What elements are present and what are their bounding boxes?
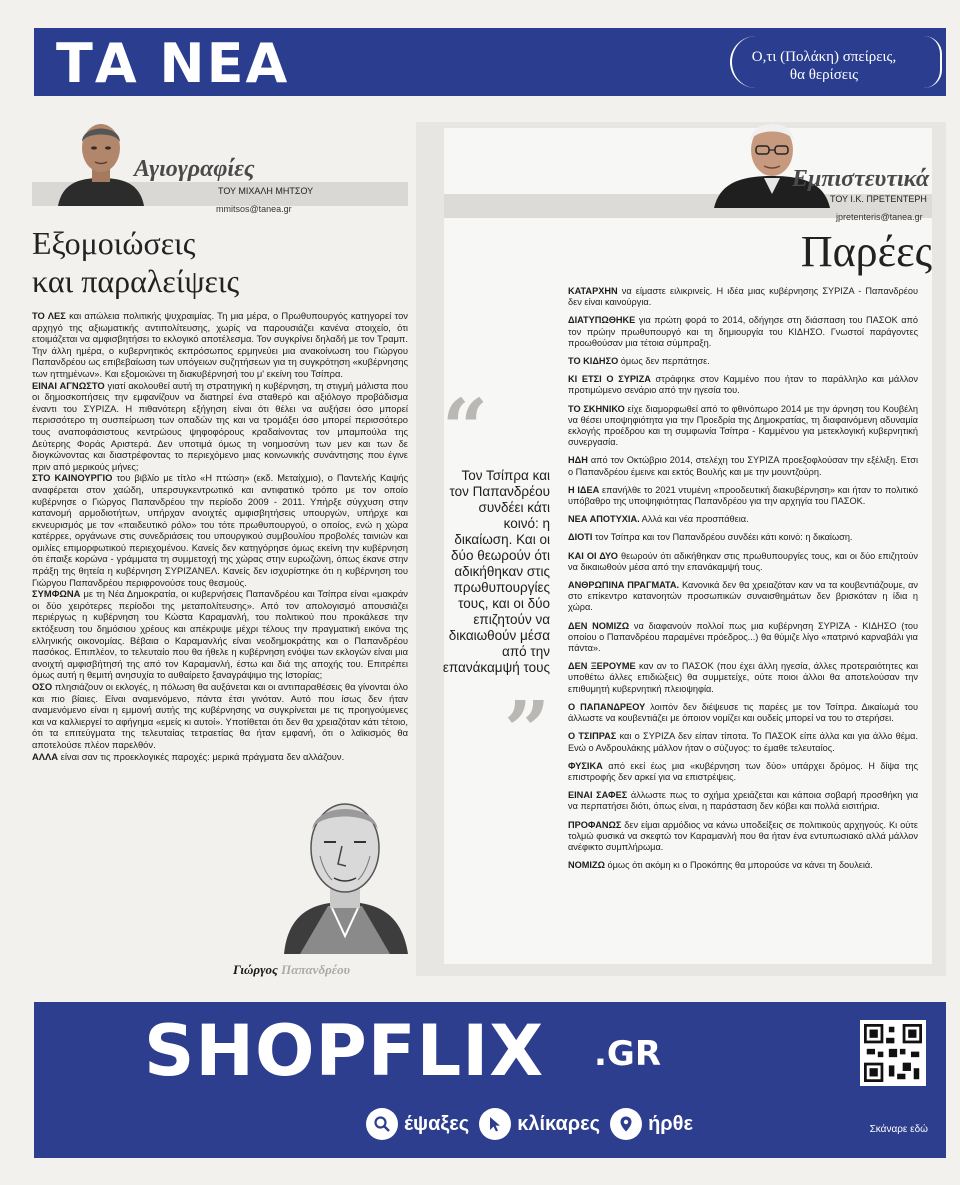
article-paragraph [32,310,408,380]
paragraph-text: και απώλεια πολιτικής ψυχραιμίας. Τη μια μέρα, ο Πρωθυπουργός κατηγορεί τον αρχηγό της αξιωματικής αντιπολίτευσης, χωρίς να παρουσιάζει κανένα στοιχείο, ότι ετοιμάζεται να αμφισβητήσει το εκλογικό αποτέλεσμα. Τον συγκρίνει δηλαδή με τον Τραμπ. Την άλλη ημέρα, ο κυβερνητικός εκπρόσωπος ερμηνεύει μια ανακοίνωση του Γιώργου Παπανδρέου ως επιβεβαίωση των υπόγειων συζητήσεων για τη συγκρότηση «κυβέρνησης των ηττημένων». Και εξομοιώνει τη διακυβέρνησή του μ' εκείνη του Τσίπρα. [32,310,408,379]
motto-line-1: Ο,τι (Πολάκη) σπείρεις, [751,49,897,65]
paragraph-lead: Ο ΠΑΠΑΝΔΡΕΟΥ [568,701,646,712]
paragraph-lead: ΦΥΣΙΚΑ [568,760,603,771]
column-title-right: Εμπιστευτικά [792,166,930,192]
article-paragraph [568,374,918,396]
article-paragraph [568,532,918,543]
paragraph-lead: ΑΛΛΑ [32,750,59,762]
newspaper-logo: ΤΑ ΝΕΑ [56,32,290,95]
paragraph-text: λοιπόν δεν διέψευσε τις παρέες με τον Τσίπρα. Δικαίωμά του άλλωστε να κουβεντιάζει με όποιον νομίζει και ουδείς μπορεί να του το στερήσει. [568,701,918,724]
article-paragraph [32,751,408,763]
column-author-right: ΤΟΥ Ι.Κ. ΠΡΕΤΕΝΤΕΡΗ [830,194,927,204]
paragraph-lead: ΝΟΜΙΖΩ [568,860,605,871]
close-quote-icon: ” [503,683,550,777]
article-paragraph [568,661,918,695]
paragraph-lead: ΟΣΟ [32,681,53,692]
article-paragraph [32,472,408,588]
article-paragraph [568,790,918,812]
left-column-header [32,110,408,214]
paragraph-text: τον Τσίπρα και τον Παπανδρέου συνδέει κάτι κοινό: η δικαίωση. [592,532,853,543]
signature-last-name: Παπανδρέου [281,962,350,977]
paragraph-lead: ΚΑΤΑΡΧΗΝ [568,286,618,296]
paragraph-lead: ΑΝΘΡΩΠΙΝΑ ΠΡΑΓΜΑΤΑ. [568,580,680,591]
paragraph-lead: ΤΟ ΣΚΗΝΙΚΟ [568,403,625,414]
shopflix-advertisement[interactable] [34,1002,946,1158]
article-paragraph [32,380,408,473]
motto-line-2: θα θερίσεις [789,67,859,83]
left-column [32,110,408,990]
paragraph-lead: ΤΟ ΛΕΣ [32,310,66,321]
article-paragraph [568,485,918,507]
article-headline-right: Παρέες [800,227,932,276]
headline-line-1: Εξομοιώσεις [32,225,196,261]
ad-brand-tld: .GR [594,1034,662,1074]
paragraph-lead: Η ΙΔΕΑ [568,484,600,495]
article-paragraph [568,404,918,449]
paragraph-lead: ΕΙΝΑΙ ΣΑΦΕΣ [568,790,628,801]
article-paragraph [568,455,918,477]
column-author-left: ΤΟΥ ΜΙΧΑΛΗ ΜΗΤΣΟΥ [218,186,314,196]
paragraph-text: πλησιάζουν οι εκλογές, η πόλωση θα αυξάνεται και οι αντιπαραθέσεις θα γίνονται όλο και πιο βίαιες. Είναι αναμενόμενο, πάντα έτσι γινόταν. Αυτό που ίσως δεν ήταν αναμενόμενο είναι η εμμονή αυτής της κυβέρνησης να συγκρίνεται με τις προηγούμενες και να καλλιεργεί το αφήγημα «εμείς κι αυτοί». Υποτίθεται ότι δεν θα χρειαζόταν κάτι τέτοιο, ότι τα επιτεύγματα της τελευταίας τετραετίας θα ήταν εμφανή, ότι ο λαϊκισμός θα αποτελούσε πλέον παρελθόν. [32,681,408,750]
article-paragraph [568,702,918,724]
headline-line-2: και παραλείψεις [32,263,240,299]
paragraph-lead: ΚΑΙ ΟΙ ΔΥΟ [568,550,618,561]
article-body-left [32,310,408,762]
paragraph-lead: ΚΙ ΕΤΣΙ Ο ΣΥΡΙΖΑ [568,374,651,385]
pull-quote [442,381,550,777]
paragraph-text: επανήλθε το 2021 ντυμένη «προοδευτική διακυβέρνηση» και ήταν το πολιτικό υπόβαθρο της υποψηφιότητας Παπανδρέου για την αρχηγία του ΠΑΣΟΚ. [568,484,918,507]
paragraph-lead: ΣΥΜΦΩΝΑ [32,588,81,600]
location-pin-icon [610,1108,642,1140]
article-paragraph [32,681,408,751]
paragraph-lead: ΔΕΝ ΝΟΜΙΖΩ [568,620,630,631]
paragraph-lead: ΔΙΑΤΥΠΩΘΗΚΕ [568,315,636,326]
column-title-left: Αγιογραφίες [134,156,255,182]
paragraph-text: γιατί ακολουθεί αυτή τη στρατηγική η κυβέρνηση, τη στιγμή μάλιστα που οι δημοσκοπήσεις την εμφανίζουν να διατηρεί ένα σταθερό και αξιόλογο προβάδισμα έναντι του ΣΥΡΙΖΑ. Η πιθανότερη εξήγηση είναι ότι θέλει να αυξήσει όσο μπορεί περισσότερο τη συσπείρωση των οπαδών της και να τρομάξει όσο μπορεί περισσότερο τους αναποφάσιστους κεντρώους ψηφοφόρους κραδαίνοντας τον μπαμπούλα της Δεύτερης Φοράς Αριστερά. Δεν υποτιμά όμως τη νοημοσύνη των μεν και των δε διογκώνοντας και διαστρέφοντας το περιεχόμενο μιας κοινωνικής συνάντησης που έγινε πριν από μερικούς μήνες; [32,379,408,472]
article-paragraph [568,761,918,783]
slogan-click-text: κλίκαρες [517,1112,601,1135]
author-email-right: jpretenteris@tanea.gr [836,212,923,222]
article-paragraph [568,860,918,871]
paragraph-lead: ΔΙΟΤΙ [568,532,593,543]
caricature-sketch [278,786,412,954]
paragraph-text: του βιβλίο με τίτλο «Η πτώση» (εκδ. Μεταίχμιο), ο Παντελής Καψής αναφέρεται στον χαώδη, υπερσυγκεντρωτικό και αντιφατικό τρόπο με τον οποίο κυβέρνησε ο Γιώργος Παπανδρέου την περίοδο 2009 - 2011. Υπήρξε σύγχυση στην κατανομή αρμοδιοτήτων, υπήρχαν ανοιχτές αμφισβητήσεις υπουργών, υπήρχε και εκνευρισμός με τον «παιδευτικό ρόλο» του τότε πρωθυπουργού, ο οποίος, ενώ η χώρα κατέρρεε, οργάνωνε στις συνεδριάσεις του υπουργικού συμβουλίου προβολές ταινιών και ομιλίες επιμορφωτικού περιεχομένου. Κανείς δεν κατηγόρησε όμως εκείνη την κυβέρνηση ότι έπαιξε κορώνα - γράμματα τη συμμετοχή της χώρας στην ευρωζώνη, όπως έκανε στην πράξη της θητεία η κυβέρνηση ΣΥΡΙΖΑΝΕΛ. Κανείς δεν ισχυρίστηκε ότι η κυβέρνηση του Γιώργου Παπανδρέου περιφρονούσε τους θεσμούς. [32,472,408,588]
paragraph-lead: ΝΕΑ ΑΠΟΤΥΧΙΑ. [568,514,640,525]
paragraph-text: με τη Νέα Δημοκρατία, οι κυβερνήσεις Παπανδρέου και Τσίπρα είναι «μακράν οι δύο χειρότερες περίοδοι της μεταπολίτευσης». Από τον απολογισμό απουσιάζει περιέργως η κυβέρνηση του Κώστα Καραμανλή, του πολιτικού που προκάλεσε την εκτόξευση του δημόσιου χρέους και απέκρυψε μέχρι τέλους την πραγματική εικόνα της ελληνικής οικονομίας. Βέβαια ο Καραμανλής είναι νεοδημοκράτης και ο Παπανδρέου πασόκος. Επιπλέον, το τελευταίο που θα ήθελε η κυβέρνηση ενόψει των εκλογών είναι μια ανοιχτή αμφισβήτησή της από τον Καραμανλή, έστω και διά της αποχής του. Επιτρέπει όμως αυτή η θεμιτή ανησυχία το αυθαίρετο ξαναγράψιμο της Ιστορίας; [32,588,408,681]
article-paragraph [568,514,918,525]
article-paragraph [568,820,918,854]
qr-code-icon[interactable] [860,1020,926,1086]
article-paragraph [568,621,918,655]
author-email-left: mmitsos@tanea.gr [216,204,292,214]
ad-brand-name: SHOPFLIX [144,1010,545,1092]
paragraph-lead: ΕΙΝΑΙ ΑΓΝΩΣΤΟ [32,379,105,391]
author-portrait-pretenteris [714,116,830,208]
paragraph-text: να είμαστε ειλικρινείς. Η ιδέα μιας κυβέρνησης ΣΥΡΙΖΑ - Παπανδρέου δεν είναι καινούργια. [568,286,918,308]
article-paragraph [568,286,918,308]
motto-bracket [924,36,942,88]
open-quote-icon: “ [442,381,489,475]
paragraph-text: όμως ότι ακόμη κι ο Προκόπης θα μπορούσε να κάνει τη δουλειά. [604,860,873,871]
caricature-signature [233,962,350,978]
paragraph-text: όμως δεν περπάτησε. [618,356,710,367]
article-paragraph [568,551,918,573]
paragraph-lead: ΠΡΟΦΑΝΩΣ [568,819,622,830]
ad-slogans [366,1108,693,1140]
paragraph-text: από τον Οκτώβριο 2014, στελέχη του ΣΥΡΙΖΑ προεξοφλούσαν την εξέλιξη. Ετσι ο Παπανδρέου έμεινε και εκτός Βουλής και με την μουντζούρη. [568,455,918,477]
paragraph-text: δεν είμαι αρμόδιος να κάνω υποδείξεις σε πολιτικούς αρχηγούς. Κι ούτε τολμώ φυσικά να σκεφτώ τον Καραμανλή που θα ήταν ένα εντυπωσιακό αλλά μάλλον ανέφικτο συμπλήρωμα. [568,819,918,852]
paragraph-text: Κανονικά δεν θα χρειαζόταν καν να τα κουβεντιάζουμε, αν στο επίκεντρο κατανοητών προσωπικών συναισθημάτων δεν βρισκόταν η ίδια η χώρα. [568,580,918,613]
article-paragraph [568,731,918,753]
article-paragraph [568,315,918,349]
paragraph-lead: ΔΕΝ ΞΕΡΟΥΜΕ [568,661,636,672]
paragraph-text: και ο ΣΥΡΙΖΑ δεν είπαν τίποτα. Το ΠΑΣΟΚ είπε άλλα και για άλλο θέμα. Ενώ ο Ανδρουλάκης μάλλον ήταν ο σύζυγος: το έμαθε τελευταίος. [568,731,918,753]
paragraph-lead: ΤΟ ΚΙΔΗΣΟ [568,356,619,367]
paragraph-text: στράφηκε στον Καμμένο που ήταν το παράλληλο και μάλλον προτιμώμενο σενάριο από την ηγεσία του. [568,374,918,396]
article-paragraph [568,356,918,367]
paragraph-text: είχε διαμορφωθεί από το φθινόπωρο 2014 με την άρνηση του Κουβέλη να θέσει υποψηφιότητα για την Προεδρία της Δημοκρατίας, τη διαφαινόμενη αδυναμία εκλογής προέδρου και τη συμφωνία Τσίπρα - Καμμένου για μετεκλογική κυβερνητική συνεργασία. [568,403,918,448]
slogan-search-text: έψαξες [404,1112,470,1135]
paragraph-text: Αλλά και νέα προσπάθεια. [639,514,749,525]
paragraph-lead: ΣΤΟ ΚΑΙΝΟΥΡΓΙΟ [32,472,113,484]
slogan-search [366,1108,469,1140]
article-body-right [568,286,918,878]
paragraph-text: καν αν το ΠΑΣΟΚ (που έχει άλλη ηγεσία, άλλες προτεραιότητες και υποθέτω άλλες επιδιώξεις) θα συμμετείχε, ούτε ποιοι άλλοι θα αποτελούσαν την επιθυμητή κυβερνητική πλειοψηφία. [568,661,918,694]
paragraph-lead: ΗΔΗ [568,455,588,466]
slogan-click [479,1108,600,1140]
masthead-banner [34,28,946,96]
paragraph-text: για πρώτη φορά το 2014, οδήγησε στη διάσπαση του ΠΑΣΟΚ από τον πρώην πρωθυπουργό και τη δημιουργία του ΚΙΔΗΣΟ. Γνωστοί παράγοντες προωθούσαν μια τέτοια σύμπραξη. [568,315,918,348]
article-paragraph [32,588,408,681]
paragraph-text: άλλωστε πως το σχήμα χρειάζεται και κάποια σοβαρή προσθήκη για να περπατήσει διότι, όπως είναι, η παράσταση δεν κόβει και πολλά εισιτήρια. [568,790,919,812]
cursor-icon [479,1108,511,1140]
signature-first-name: Γιώργος [233,962,278,977]
paragraph-text: να διαφανούν πολλοί πως μια κυβέρνηση ΣΥΡΙΖΑ - ΚΙΔΗΣΟ (του οποίου ο Παπανδρέου παραμένει πρόεδρος...) θα θύμιζε λίγο «πατρινό καρναβάλι για πάντα». [568,620,918,654]
pull-quote-text: Τον Τσίπρα και τον Παπανδρέου συνδέει κάτι κοινό: η δικαίωση. Και οι δύο θεωρούν ότι αδικήθηκαν στις πρωθυπουργίες τους, και οι δύο επιζητούν να δικαιωθούν μέσα από την επανάκαμψή τους [442,468,550,675]
article-headline-left [32,224,408,300]
motto-frame [730,36,946,88]
masthead-motto [744,48,904,84]
slogan-arrived-text: ήρθε [648,1112,693,1135]
paragraph-text: από εκεί έως μια «κυβέρνηση των δύο» υπάρχει δρόμος. Η δίψα της επιστροφής δεν αρκεί για να επιστρέψεις. [568,760,918,782]
search-icon [366,1108,398,1140]
article-paragraph [568,580,918,614]
slogan-arrived [610,1108,693,1140]
paragraph-lead: Ο ΤΣΙΠΡΑΣ [568,731,617,742]
paragraph-text: θεωρούν ότι αδικήθηκαν στις πρωθυπουργίες τους, και οι δύο επιζητούν να δικαιωθούν μέσα από την επανάκαμψή τους. [568,550,918,572]
paragraph-text: είναι σαν τις προεκλογικές παροχές: μερικά πράγματα δεν αλλάζουν. [58,750,345,762]
qr-caption: Σκάναρε εδώ [869,1124,928,1135]
